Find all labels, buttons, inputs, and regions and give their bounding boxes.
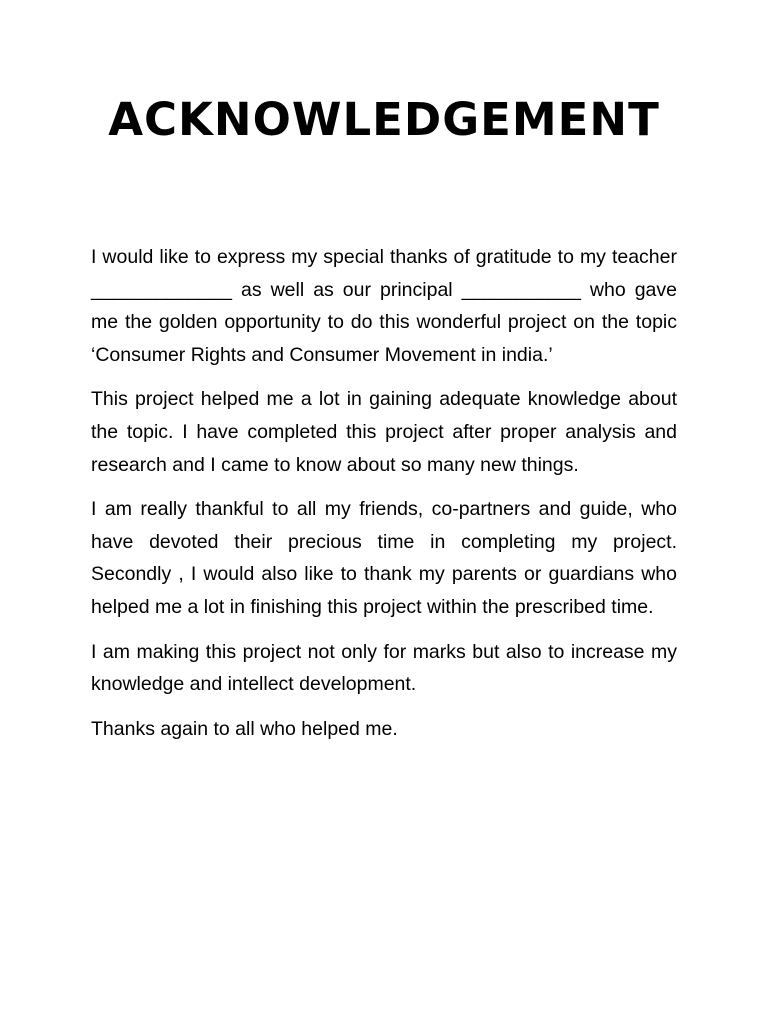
paragraph-4: I am making this project not only for marks but also to increase my knowledge and intellect development. [91,640,677,696]
paragraph-5: Thanks again to all who helped me. [91,717,398,740]
paragraph-2: This project helped me a lot in gaining adequate knowledge about the topic. I have completed this project after proper analysis and research and I came to know about so many new things. [91,388,677,476]
paragraph-1: I would like to express my special thanks of gratitude to my teacher _____________ as well as our principal ___________ who gave me the golden opportunity to do this wonderful project on the topic ‘Consumer Rights and Consumer Movement in india.’ [91,246,677,366]
document-body [91,241,677,757]
page-title: ACKNOWLEDGEMENT [108,93,660,146]
paragraph-3: I am really thankful to all my friends, co-partners and guide, who have devoted their precious time in completing my project. Secondly , I would also like to thank my parents or guardians who helped me a lot in finishing this project within the prescribed time. [91,498,677,618]
